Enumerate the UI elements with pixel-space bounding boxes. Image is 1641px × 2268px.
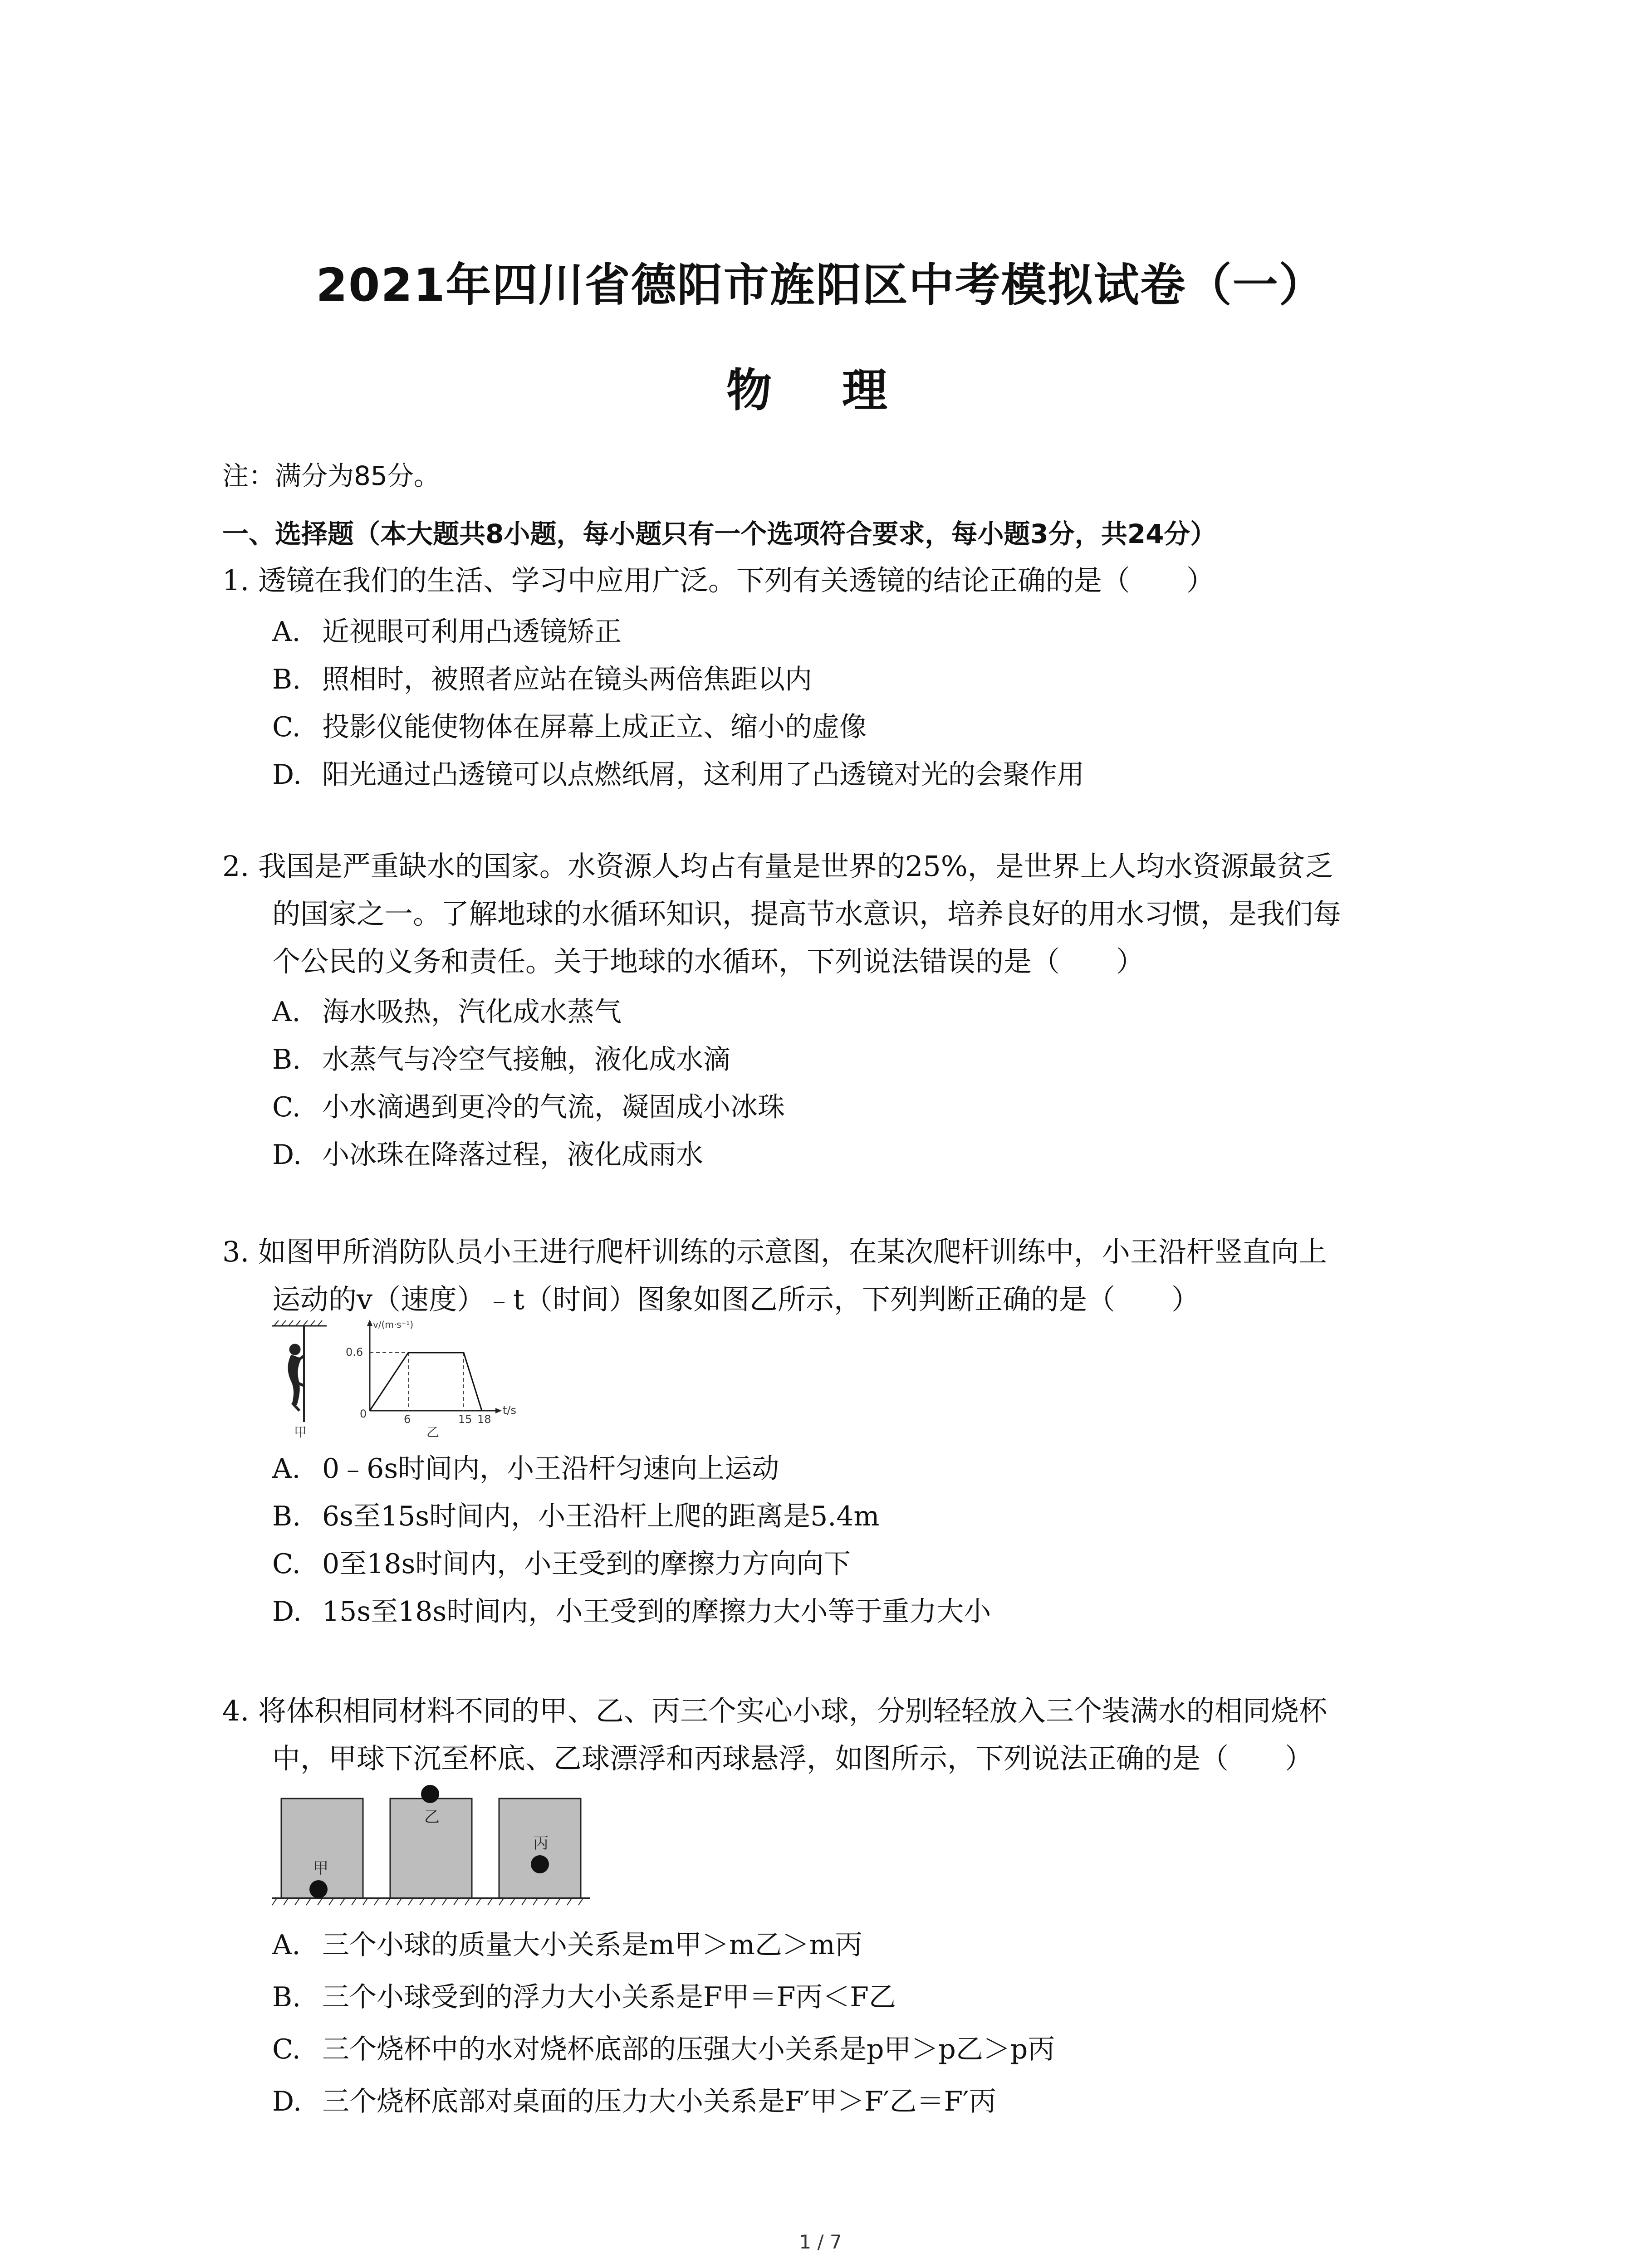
x-tick-15: 15 — [458, 1413, 472, 1426]
option-text: 三个烧杯中的水对烧杯底部的压强大小关系是p甲＞p乙＞p丙 — [322, 2033, 1055, 2065]
option-letter: D. — [272, 1139, 302, 1171]
option-letter: A. — [272, 616, 301, 648]
ball-jia — [309, 1880, 328, 1898]
label-jia: 甲 — [313, 1859, 328, 1877]
x-axis-arrow — [495, 1408, 502, 1413]
q1-option-b — [272, 658, 812, 697]
option-text: 三个小球的质量大小关系是m甲＞m乙＞m丙 — [322, 1929, 862, 1961]
option-letter: C. — [272, 1548, 301, 1580]
option-letter: B. — [272, 1981, 301, 2013]
option-letter: A. — [272, 996, 301, 1028]
option-text: 15s至18s时间内，小王受到的摩擦力大小等于重力大小 — [322, 1596, 991, 1628]
option-text: 投影仪能使物体在屏幕上成正立、缩小的虚像 — [322, 711, 867, 743]
option-text: 小冰珠在降落过程，液化成雨水 — [322, 1139, 703, 1171]
option-text: 0至18s时间内，小王受到的摩擦力方向向下 — [322, 1548, 851, 1580]
q4-option-b — [272, 1975, 896, 2014]
option-letter: C. — [272, 1091, 301, 1123]
option-text: 6s至15s时间内，小王沿杆上爬的距离是5.4m — [322, 1501, 880, 1532]
option-text: 水蒸气与冷空气接触，液化成水滴 — [322, 1044, 730, 1075]
question-3-stem-line1: 3. 如图甲所消防队员小王进行爬杆训练的示意图，在某次爬杆训练中，小王沿杆竖直向上 — [222, 1235, 1327, 1268]
velocity-curve — [370, 1353, 482, 1411]
option-letter: B. — [272, 1044, 301, 1075]
y-tick-label: 0.6 — [346, 1346, 363, 1359]
q4-option-c — [272, 2028, 1055, 2067]
option-text: 小水滴遇到更冷的气流，凝固成小冰珠 — [322, 1091, 785, 1123]
q2-option-b — [272, 1038, 730, 1077]
climber-icon — [288, 1344, 304, 1411]
label-bing: 丙 — [533, 1834, 549, 1853]
q2-option-d — [272, 1133, 703, 1172]
q3-option-c — [272, 1542, 851, 1581]
option-letter: D. — [272, 2086, 302, 2117]
option-letter: D. — [272, 1596, 302, 1628]
x-tick-6: 6 — [404, 1413, 411, 1426]
option-letter: A. — [272, 1453, 301, 1485]
option-letter: C. — [272, 711, 301, 743]
page-number: 1 / 7 — [799, 2231, 842, 2253]
q2-option-c — [272, 1085, 785, 1124]
label-yi: 乙 — [424, 1808, 440, 1826]
option-text: 三个烧杯底部对桌面的压力大小关系是F′甲＞F′乙＝F′丙 — [322, 2086, 996, 2117]
ball-yi — [421, 1785, 439, 1803]
question-2-stem-line3: 个公民的义务和责任。关于地球的水循环，下列说法错误的是（ ） — [272, 945, 1145, 978]
option-text: 海水吸热，汽化成水蒸气 — [322, 996, 622, 1028]
q3-option-a — [272, 1447, 779, 1486]
beakers-figure — [268, 1780, 594, 1916]
score-note: 注：满分为85分。 — [222, 460, 440, 491]
climbing-figure — [268, 1318, 522, 1440]
figure-label-left: 甲 — [294, 1425, 307, 1440]
table-hatch — [272, 1898, 583, 1905]
q1-option-d — [272, 753, 1084, 792]
option-text: 阳光通过凸透镜可以点燃纸屑，这利用了凸透镜对光的会聚作用 — [322, 759, 1084, 791]
x-axis-label: t/s — [503, 1404, 516, 1417]
question-2-stem-line1: 2. 我国是严重缺水的国家。水资源人均占有量是世界的25%，是世界上人均水资源最贫乏 — [222, 850, 1333, 883]
q2-option-a — [272, 990, 622, 1029]
question-3-stem-line2: 运动的v（速度）﹣t（时间）图象如图乙所示，下列判断正确的是（ ） — [272, 1283, 1200, 1316]
option-letter: B. — [272, 664, 301, 695]
question-2-stem-line2: 的国家之一。了解地球的水循环知识，提高节水意识，培养良好的用水习惯，是我们每 — [272, 897, 1342, 930]
q4-option-d — [272, 2080, 996, 2119]
ceiling-hatch — [274, 1320, 322, 1326]
q3-option-d — [272, 1590, 991, 1629]
option-text: 近视眼可利用凸透镜矫正 — [322, 616, 622, 648]
option-letter: C. — [272, 2033, 301, 2065]
question-4-stem-line1: 4. 将体积相同材料不同的甲、乙、丙三个实心小球，分别轻轻放入三个装满水的相同烧杯 — [222, 1694, 1327, 1727]
x-tick-18: 18 — [477, 1413, 491, 1426]
question-4-stem-line2: 中，甲球下沉至杯底、乙球漂浮和丙球悬浮，如图所示，下列说法正确的是（ ） — [272, 1742, 1313, 1775]
option-text: 照相时，被照者应站在镜头两倍焦距以内 — [322, 664, 812, 695]
section-heading: 一、选择题（本大题共8小题，每小题只有一个选项符合要求，每小题3分，共24分） — [222, 518, 1217, 549]
origin-label: 0 — [360, 1408, 367, 1420]
y-axis-arrow — [367, 1320, 372, 1326]
q1-option-c — [272, 705, 867, 744]
option-letter: D. — [272, 759, 302, 791]
ball-bing — [531, 1855, 549, 1873]
q4-option-a — [272, 1923, 862, 1962]
question-1-stem: 1. 透镜在我们的生活、学习中应用广泛。下列有关透镜的结论正确的是（ ） — [222, 564, 1215, 597]
figure-label-right: 乙 — [426, 1425, 440, 1440]
q1-option-a — [272, 610, 622, 649]
y-axis-label: v/(m·s⁻¹) — [373, 1319, 414, 1330]
option-letter: B. — [272, 1501, 301, 1532]
q3-option-b — [272, 1495, 879, 1534]
exam-title: 2021年四川省德阳市旌阳区中考模拟试卷（一） — [316, 259, 1325, 312]
option-text: 0﹣6s时间内，小王沿杆匀速向上运动 — [322, 1453, 779, 1485]
exam-subject: 物 理 — [726, 364, 915, 417]
option-letter: A. — [272, 1929, 301, 1961]
option-text: 三个小球受到的浮力大小关系是F甲＝F丙＜F乙 — [322, 1981, 896, 2013]
